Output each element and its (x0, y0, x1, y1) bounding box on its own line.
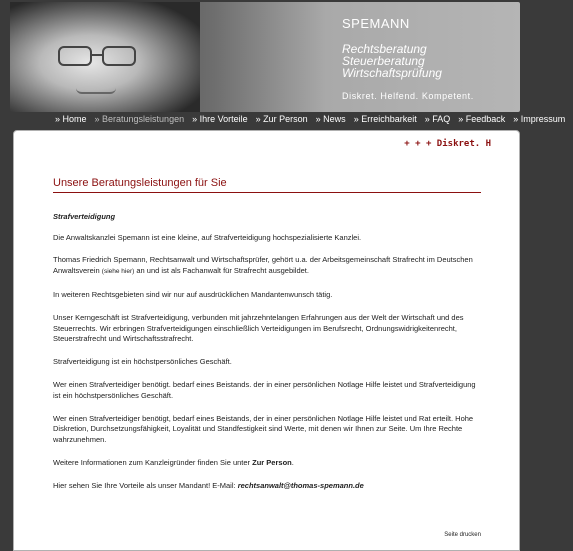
print-page-link[interactable]: Seite drucken (444, 532, 481, 538)
email-link[interactable]: rechtsanwalt@thomas-spemann.de (237, 480, 364, 490)
paragraph: Unser Kerngeschäft ist Strafverteidigung, verbunden mit jahrzehntelangen Erfahrungen aus der Welt der Wirtschaft und des Steuerrechts. Wir erbringen Strafverteidigungen einschließlich Verteidigungen im Berufsrecht, Ordnungswidrigkeitenrecht, Steuerstrafrecht und Wirtschaftsstrafrecht. (53, 312, 464, 344)
content-panel (13, 130, 520, 551)
nav-news[interactable]: » News (315, 114, 346, 124)
paragraph-text: . (291, 457, 294, 467)
paragraph (53, 481, 481, 492)
service-item: Steuerberatung (342, 54, 425, 68)
paragraph-text: Hier sehen Sie Ihre Vorteile als unser Mandant! E-Mail: (53, 480, 238, 490)
glasses-bridge (92, 54, 102, 56)
glasses-lens-right (102, 46, 136, 66)
section-heading: Strafverteidigung (53, 211, 116, 221)
site-header (10, 2, 520, 112)
service-item: Rechtsberatung (342, 42, 427, 56)
paragraph: Die Anwaltskanzlei Spemann ist eine kleine, auf Strafverteidigung hochspezialisierte Kanzlei. (53, 232, 362, 242)
paragraph (53, 255, 481, 278)
paragraph: Wer einen Strafverteidiger benötigt, bedarf eines Beistands, der in einer persönlichen Notlage Hilfe leistet und Rat erteilt. Hohe Diskretion, Durchsetzungsfähigkeit, Loyalität und Standfestigkeit sind Werte, mit denen wir Ihnen zur Seite. Um Ihre Rechte wahrzunehmen. (53, 413, 474, 445)
main-article (53, 178, 481, 492)
paragraph: In weiteren Rechtsgebieten sind wir nur auf ausdrücklichen Mandantenwunsch tätig. (53, 289, 333, 299)
zur-person-link[interactable]: Zur Person (252, 457, 292, 467)
nav-impressum[interactable]: » Impressum (513, 114, 566, 124)
siehe-hier-link[interactable]: (siehe hier) (101, 268, 135, 276)
brand-name: SPEMANN (342, 16, 410, 31)
page-title: Unsere Beratungsleistungen für Sie (53, 178, 481, 193)
nav-feedback[interactable]: » Feedback (458, 114, 506, 124)
news-ticker: + + + Diskret. H (404, 139, 491, 149)
service-item: Wirtschaftsprüfung (342, 66, 442, 80)
nav-beratungsleistungen[interactable]: » Beratungsleistungen (94, 114, 185, 124)
paragraph (53, 458, 481, 469)
glasses-lens-left (58, 46, 92, 66)
nav-home[interactable]: » Home (55, 114, 87, 124)
services-list (342, 43, 474, 79)
paragraph-text: an und ist als Fachanwalt für Strafrecht ausgebildet. (134, 266, 309, 276)
paragraph: Wer einen Strafverteidiger benötigt. bedarf eines Beistands. der in einer persönlichen Notlage Hilfe leistet und Strafverteidigung ist ein höchstpersönliches Geschäft. (53, 379, 476, 400)
nav-ihre-vorteile[interactable]: » Ihre Vorteile (192, 114, 248, 124)
portrait-photo (10, 2, 200, 112)
paragraph-text: Thomas Friedrich Spemann, Rechtsanwalt und Wirtschaftsprüfer, gehört u.a. der Arbeitsgemeinschaft Strafrecht im Deutschen Anwaltsverein (53, 255, 473, 276)
paragraph-text: Weitere Informationen zum Kanzleigründer finden Sie unter (53, 457, 253, 467)
nav-zur-person[interactable]: » Zur Person (255, 114, 308, 124)
portrait-mouth (76, 88, 116, 94)
nav-erreichbarkeit[interactable]: » Erreichbarkeit (353, 114, 417, 124)
brand-block (342, 16, 474, 101)
paragraph: Strafverteidigung ist ein höchstpersönliches Geschäft. (53, 357, 232, 367)
main-navigation (55, 114, 573, 128)
nav-faq[interactable]: » FAQ (424, 114, 451, 124)
slogan: Diskret. Helfend. Kompetent. (342, 91, 474, 101)
